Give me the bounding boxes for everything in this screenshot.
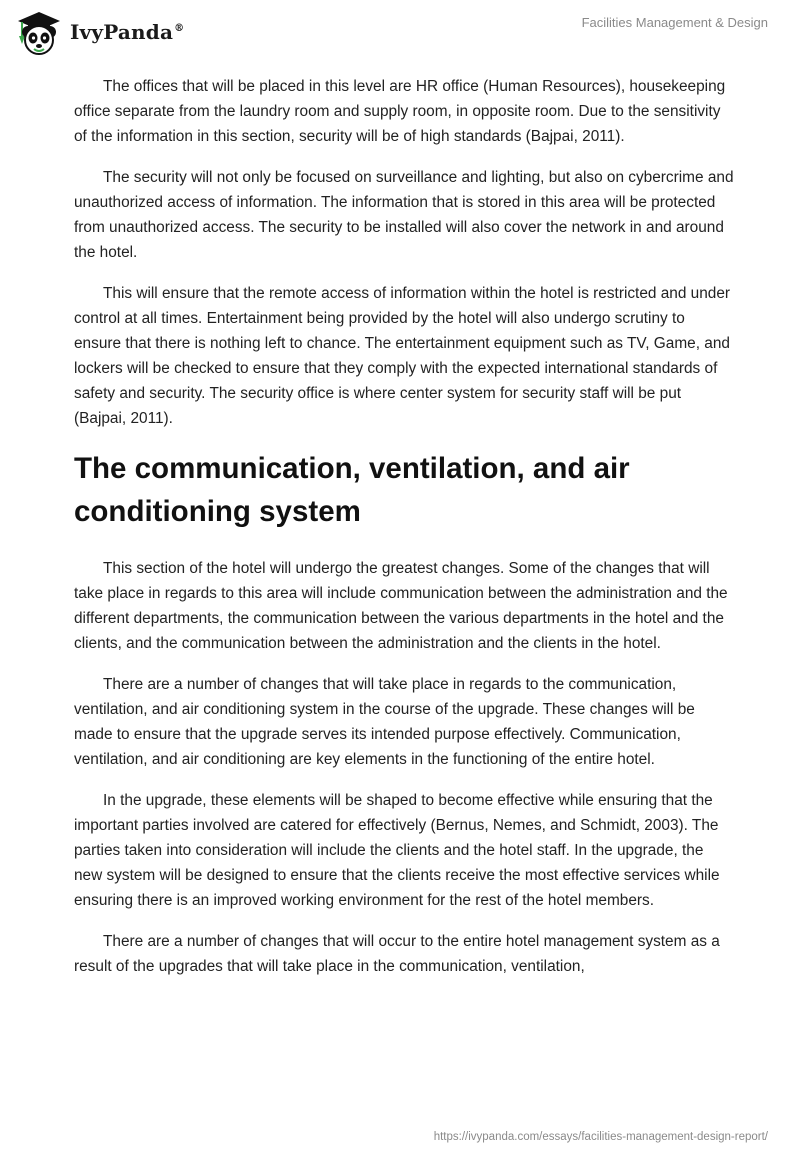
paragraph: The security will not only be focused on surveillance and lighting, but also on cybercrime and unauthorized access of information. The information that is stored in this area will be protected from unauthorized access. The security to be installed will also cover the network in and around the hotel. <box>74 169 734 261</box>
running-title: Facilities Management & Design <box>581 15 768 30</box>
paragraph: There are a number of changes that will take place in regards to the communication, ventilation, and air conditioning system in the course of the upgrade. These changes will be made to ensure that the upgrade serves its intended purpose effectively. Communication, ventilation, and air conditioning are key elements in the functioning of the entire hotel. <box>74 676 695 768</box>
paragraph: The offices that will be placed in this level are HR office (Human Resources), housekeeping office separate from the laundry room and supply room, in opposite room. Due to the sensitivity of the information in this section, security will be of high standards (Bajpai, 2011). <box>74 78 726 145</box>
brand-logo-link[interactable] <box>14 8 184 56</box>
essay-content <box>74 74 734 995</box>
section-heading: The communication, ventilation, and air conditioning system <box>74 452 630 528</box>
page-header <box>0 0 800 60</box>
brand-name <box>70 20 184 44</box>
panda-graduation-cap-icon <box>14 8 64 56</box>
registered-mark: ® <box>174 23 185 35</box>
source-url-link[interactable]: https://ivypanda.com/essays/facilities-management-design-report/ <box>433 1131 768 1143</box>
paragraph: There are a number of changes that will occur to the entire hotel management system as a result of the upgrades that will take place in the communication, ventilation, <box>74 933 720 975</box>
paragraph: This will ensure that the remote access of information within the hotel is restricted and under control at all times. Entertainment being provided by the hotel will also undergo scrutiny to ensure that there is nothing left to chance. The entertainment equipment such as TV, Game, and lockers will be checked to ensure that they comply with the expected international standards of safety and security. The security office is where center system for security staff will be put (Bajpai, 2011). <box>74 285 731 427</box>
paragraph: This section of the hotel will undergo the greatest changes. Some of the changes that will take place in regards to this area will include communication between the administration and the different departments, the communication between the various departments in the hotel and the clients, and the communication between the administration and the clients in the hotel. <box>74 560 728 652</box>
brand-name-text: IvyPanda <box>70 20 174 44</box>
paragraph: In the upgrade, these elements will be shaped to become effective while ensuring that the important parties involved are catered for effectively (Bernus, Nemes, and Schmidt, 2003). The parties taken into consideration will include the clients and the hotel staff. In the upgrade, the new system will be designed to ensure that the clients receive the most effective services while ensuring there is an improved working environment for the rest of the hotel members. <box>74 792 720 909</box>
